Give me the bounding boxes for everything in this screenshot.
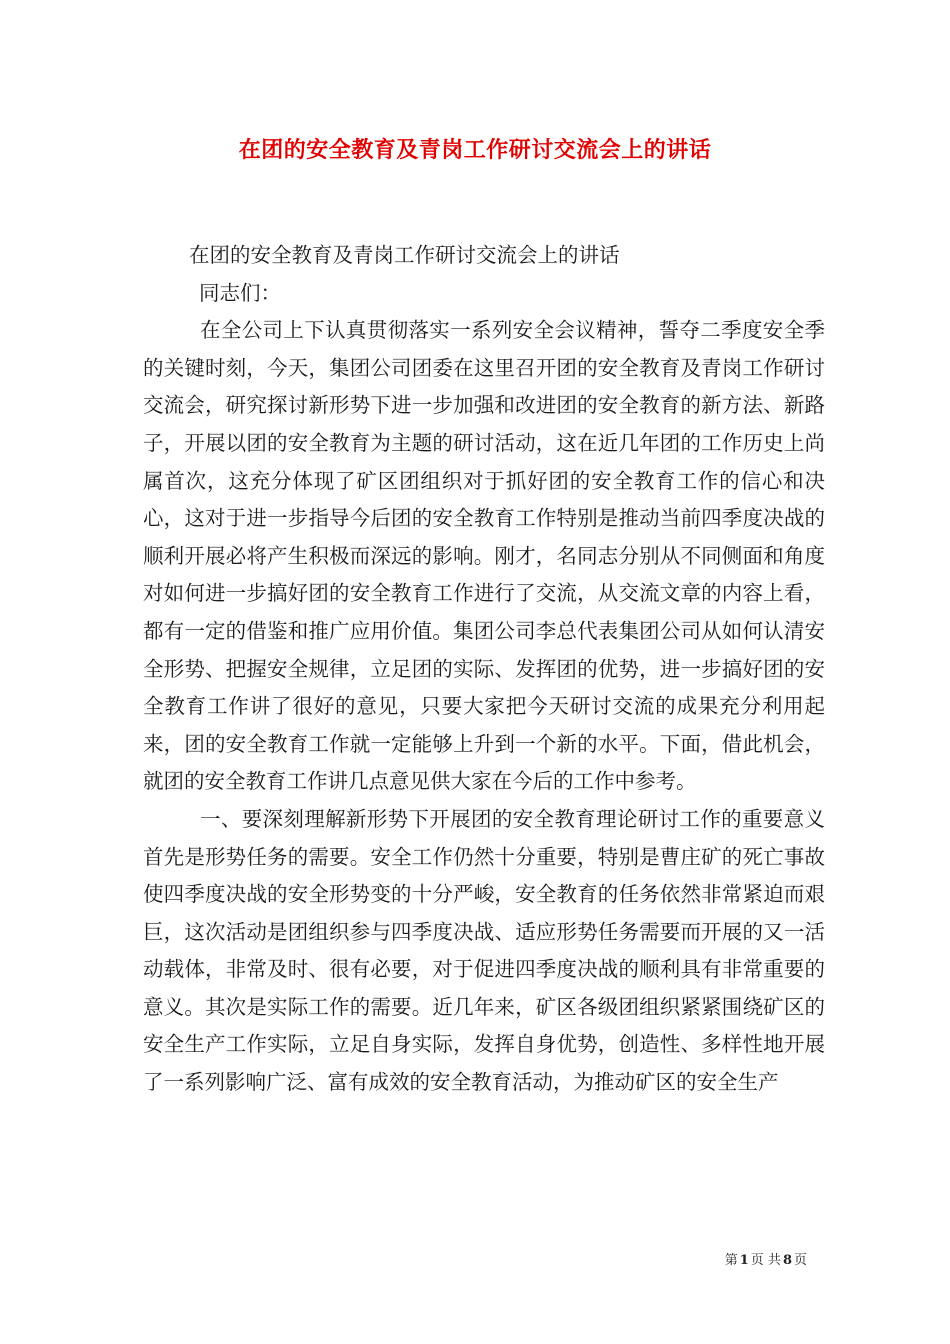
footer-suffix: 页 [793,1253,807,1268]
footer-prefix: 第 [724,1253,738,1268]
document-body [143,237,825,1102]
current-page-number: 1 [739,1253,749,1268]
document-subtitle: 在团的安全教育及青岗工作研讨交流会上的讲话 [189,243,620,267]
footer-middle: 页 共 [750,1253,781,1268]
total-page-number: 8 [782,1253,792,1268]
paragraph-1: 在全公司上下认真贯彻落实一系列安全会议精神，誓夺二季度安全季的关键时刻，今天，集团公司团委在这里召开团的安全教育及青岗工作研讨交流会，研究探讨新形势下进一步加强和改进团的安全教育的新方法、新路子，开展以团的安全教育为主题的研讨活动，这在近几年团的工作历史上尚属首次，这充分体现了矿区团组织对于抓好团的安全教育工作的信心和决心，这对于进一步指导今后团的安全教育工作特别是推动当前四季度决战的顺利开展必将产生积极而深远的影响。刚才，名同志分别从不同侧面和角度对如何进一步搞好团的安全教育工作进行了交流，从交流文章的内容上看，都有一定的借鉴和推广应用价值。集团公司李总代表集团公司从如何认清安全形势、把握安全规律，立足团的实际、发挥团的优势，进一步搞好团的安全教育工作讲了很好的意见，只要大家把今天研讨交流的成果充分利用起来，团的安全教育工作就一定能够上升到一个新的水平。下面，借此机会，就团的安全教育工作讲几点意见供大家在今后的工作中参考。 [143,318,825,794]
document-title: 在团的安全教育及青岗工作研讨交流会上的讲话 [238,137,712,163]
page-number-footer [725,1249,807,1268]
paragraph-2: 一、要深刻理解新形势下开展团的安全教育理论研讨工作的重要意义首先是形势任务的需要。安全工作仍然十分重要，特别是曹庄矿的死亡事故使四季度决战的安全形势变的十分严峻，安全教育的任务依然非常紧迫而艰巨，这次活动是团组织参与四季度决战、适应形势任务需要而开展的又一活动载体，非常及时、很有必要，对于促进四季度决战的顺利具有非常重要的意义。其次是实际工作的需要。近几年来，矿区各级团组织紧紧围绕矿区的安全生产工作实际，立足自身实际，发挥自身优势，创造性、多样性地开展了一系列影响广泛、富有成效的安全教育活动，为推动矿区的安全生产 [143,806,825,1095]
greeting: 同志们： [199,280,281,305]
